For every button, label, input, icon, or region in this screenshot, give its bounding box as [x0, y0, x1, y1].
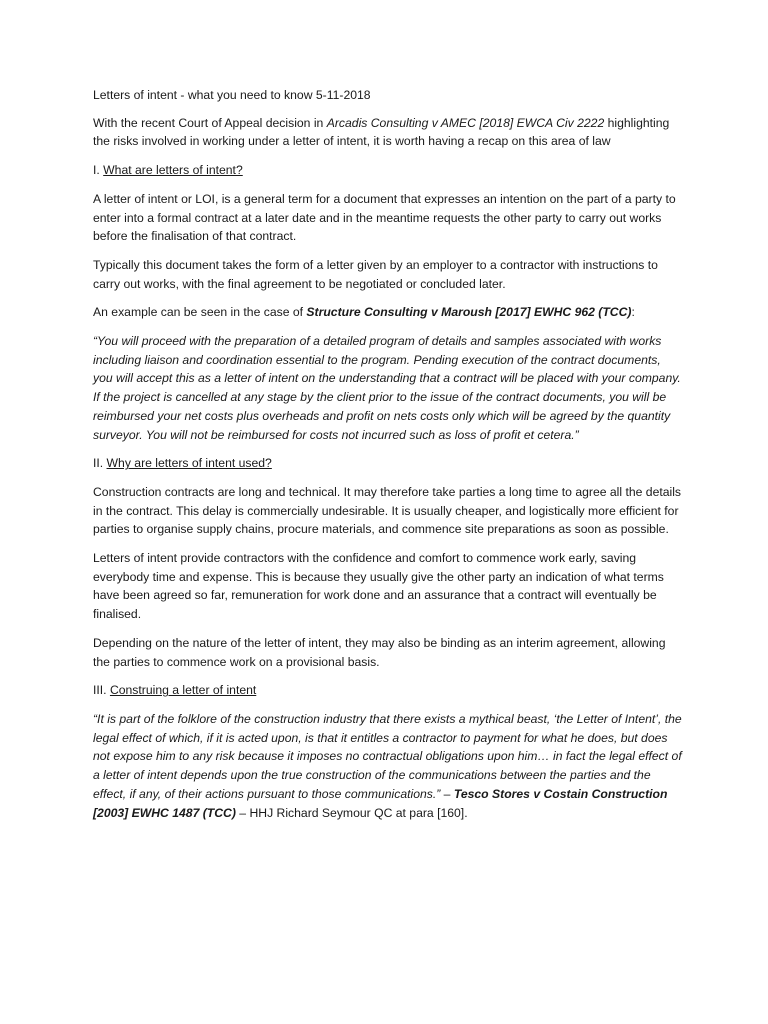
example-text-end: :: [631, 305, 635, 320]
section-1-example: [93, 303, 683, 322]
section-2-title: Why are letters of intent used?: [106, 456, 272, 471]
citation-case-reference: Tesco Stores v Costain Construction [2003] EWHC 1487 (TCC): [93, 786, 668, 820]
section-2-heading: [93, 454, 683, 473]
section-3-number: III.: [93, 683, 110, 698]
document-title: Letters of intent - what you need to know 5-11-2018: [93, 88, 371, 102]
section-1-paragraph-2: Typically this document takes the form of a letter given by an employer to a contractor with instructions to carry out works, with the final agreement to be negotiated or concluded later.: [93, 257, 658, 291]
document-body: [93, 86, 683, 832]
citation-attribution: HHJ Richard Seymour QC at para [160].: [249, 805, 468, 820]
intro-case-reference: Arcadis Consulting v AMEC [2018] EWCA Civ 2222: [326, 115, 605, 130]
example-text-start: An example can be seen in the case of: [93, 305, 307, 320]
citation-dash-2: –: [235, 805, 250, 820]
section-2-paragraph-1: Construction contracts are long and technical. It may therefore take parties a long time to agree all the details in the contract. This delay is commercially undesirable. It is usually cheaper, and logistically more efficient for parties to organise supply chains, procure materials, and commence site preparations as soon as possible.: [93, 484, 682, 537]
intro-paragraph: [93, 114, 683, 151]
section-3-title: Construing a letter of intent: [109, 683, 257, 698]
section-1-heading: [93, 161, 683, 180]
section-3-quote: “It is part of the folklore of the construction industry that there exists a mythical beast, ‘the Letter of Intent’, the legal effect of which, if it is acted upon, is that it entitles a contractor to payment for what he does, but does not expose him to any risk because it imposes no contractual obligations upon him… in fact the legal effect of a letter of intent depends upon the true construction of the communications between the parties and the effect, if any, of their actions pursuant to those communications.”: [93, 711, 682, 801]
section-1-paragraph-1: A letter of intent or LOI, is a general term for a document that expresses an intention on the part of a party to enter into a formal contract at a later date and in the meantime requests the other party to carry out works before the finalisation of that contract.: [93, 191, 676, 244]
section-1-quote: “You will proceed with the preparation of a detailed program of details and samples associated with works including liaison and coordination essential to the program. Pending execution of the contract documents, you will accept this as a letter of intent on the understanding that a contract will be placed with your company. If the project is cancelled at any stage by the client prior to the issue of the contract documents, you will be reimbursed your net costs plus overheads and profit on nets costs only which will be agreed by the quantity surveyor. You will not be reimbursed for costs not incurred such as loss of profit et cetera.”: [93, 334, 681, 442]
section-2-paragraph-2: Letters of intent provide contractors with the confidence and comfort to commence work early, saving everybody time and expense. This is because they usually give the other party an indication of what terms have been agreed so far, remuneration for work done and an assurance that a contract will eventually be finalised.: [93, 551, 664, 622]
section-2-paragraph-3: Depending on the nature of the letter of intent, they may also be binding as an interim agreement, allowing the parties to commence work on a provisional basis.: [93, 635, 666, 669]
intro-text-end: highlighting the risks involved in working under a letter of intent, it is worth having a recap on this area of law: [93, 115, 670, 149]
section-2-number: II.: [93, 456, 107, 471]
citation-dash-1: –: [440, 786, 454, 801]
section-3-heading: [93, 681, 683, 700]
section-3-quote-paragraph: [93, 710, 683, 822]
section-1-title: What are letters of intent?: [103, 163, 243, 178]
section-1-number: I.: [93, 163, 104, 178]
intro-text-start: With the recent Court of Appeal decision in: [93, 115, 327, 130]
example-case-reference: Structure Consulting v Maroush [2017] EWHC 962 (TCC): [306, 305, 632, 320]
